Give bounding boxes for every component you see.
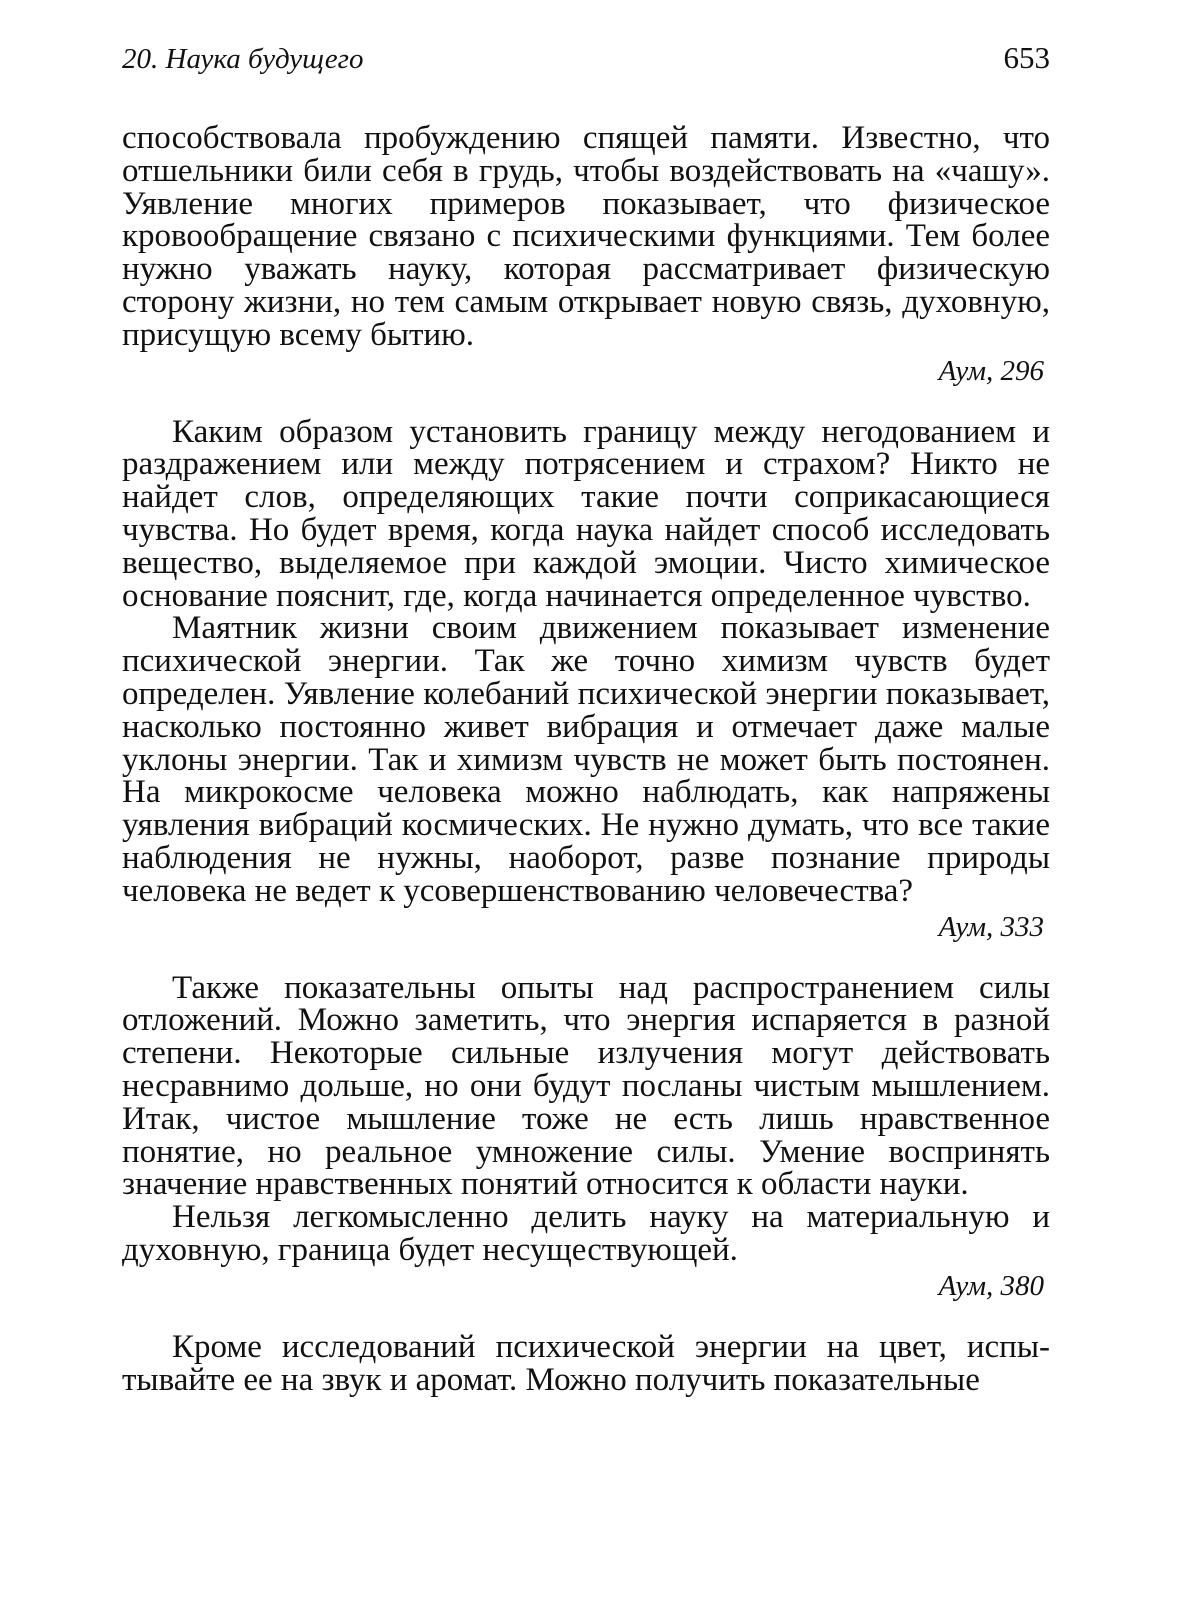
source-reference: Аум, 333 [938, 910, 1044, 943]
quote-section-3 [122, 969, 1050, 1303]
paragraph: Кроме исследований психической энергии на цвет, испытывайте ее на звук и аромат. Можно получить показательные [122, 1328, 1050, 1398]
quote-section-1 [122, 122, 1050, 388]
paragraph: способствовала пробуждению спящей памяти. Известно, что отшельники били себя в грудь, чтобы воздействовать на «чашу». Уявление многих примеров показывает, что физическое кровообращение связано с психическими функциями. Тем более нужно уважать науку, которая рассматривает физическую сторону жизни, но тем самым открывает новую связь, духовную, присущую всему бытию. [122, 120, 1050, 353]
paragraph: Нельзя легкомысленно делить науку на материальную и духовную, граница будет несуществующей. [122, 1199, 1050, 1268]
quote-section-4 [122, 1328, 1050, 1398]
book-page [122, 36, 1050, 1396]
source-reference: Аум, 380 [938, 1269, 1044, 1302]
paragraph: Каким образом установить границу между негодованием и раздражением или между потрясением и страхом? Никто не найдет слов, определяющих такие почти соприкасающиеся чувства. Но будет время, когда наука найдет способ исследовать вещество, выделяемое при каждой эмоции. Чисто химическое основание пояснит, где, когда начинается определенное чувство. [122, 413, 1050, 614]
page-number: 653 [1003, 40, 1050, 75]
running-head [122, 36, 1050, 80]
running-title: 20. Наука будущего [122, 43, 364, 75]
source-reference: Аум, 296 [938, 354, 1044, 387]
paragraph: Маятник жизни своим движением показывает изменение психической энергии. Так же точно химизм чувств будет определен. Уявление колебаний психической энергии показывает, насколько постоянно живет вибрация и отмечает даже малые уклоны энергии. Так и химизм чувств не может быть постоянен. На микрокосме человека можно наблюдать, как напряжены уявления вибраций космических. Не нужно думать, что все такие наблюдения не нужны, наоборот, разве познание природы человека не ведет к усовершенствованию человечества? [122, 610, 1050, 909]
paragraph: Также показательны опыты над распространением силы отложений. Можно заметить, что энергия испаряется в разной степени. Некоторые сильные излучения могут действовать несравнимо дольше, но они будут посланы чистым мышлением. Итак, чистое мышление тоже не есть лишь нравственное понятие, но реальное умножение силы. Умение воспринять значение нравственных понятий относится к области науки. [122, 969, 1050, 1203]
quote-section-2 [122, 413, 1050, 944]
